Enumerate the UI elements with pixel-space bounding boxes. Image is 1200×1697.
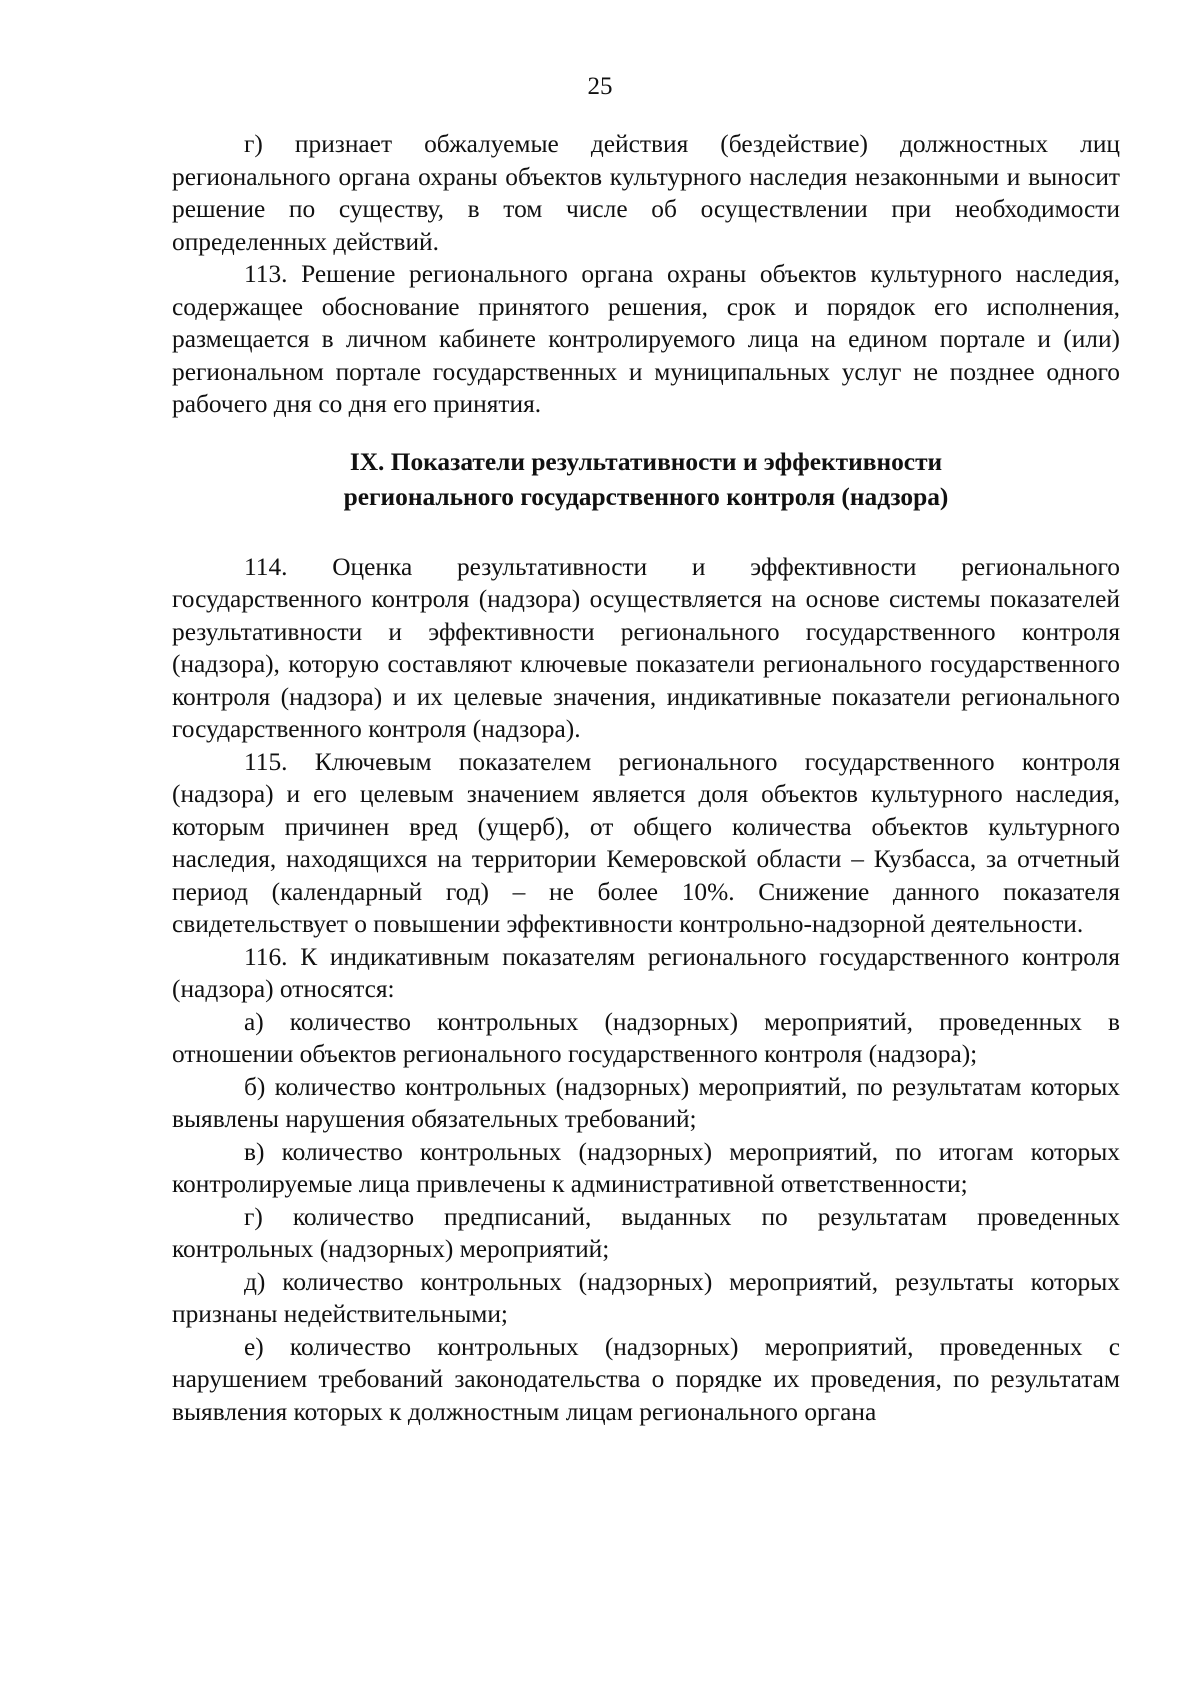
- section-heading: [172, 445, 1120, 515]
- section-heading-line-1: IX. Показатели результативности и эффективности: [349, 447, 943, 476]
- list-item-b: б) количество контрольных (надзорных) мероприятий, по результатам которых выявлены нарушения обязательных требований;: [172, 1072, 1120, 1133]
- section-heading-line-2: регионального государственного контроля (надзора): [343, 482, 949, 511]
- paragraph-115: 115. Ключевым показателем регионального государственного контроля (надзора) и его целевым значением является доля объектов культурного наследия, которым причинен вред (ущерб), от общего количества объектов культурного наследия, находящихся на территории Кемеровской области – Кузбасса, за отчетный период (календарный год) – не более 10%. Снижение данного показателя свидетельствует о повышении эффективности контрольно-надзорной деятельности.: [172, 747, 1120, 938]
- document-body: [172, 128, 1120, 1428]
- page-number: 25: [587, 73, 613, 100]
- paragraph-114: 114. Оценка результативности и эффективности регионального государственного контроля (надзора) осуществляется на основе системы показателей результативности и эффективности регионального государственного контроля (надзора), которую составляют ключевые показатели регионального государственного контроля (надзора) и их целевые значения, индикативные показатели регионального государственного контроля (надзора).: [172, 552, 1120, 743]
- list-item-e: е) количество контрольных (надзорных) мероприятий, проведенных с нарушением требований законодательства о порядке их проведения, по результатам выявления которых к должностным лицам регионального органа: [172, 1332, 1120, 1426]
- list-item-a: а) количество контрольных (надзорных) мероприятий, проведенных в отношении объектов регионального государственного контроля (надзора);: [172, 1007, 1120, 1068]
- paragraph-113: 113. Решение регионального органа охраны объектов культурного наследия, содержащее обоснование принятого решения, срок и порядок его исполнения, размещается в личном кабинете контролируемого лица на едином портале и (или) региональном портале государственных и муниципальных услуг не позднее одного рабочего дня со дня его принятия.: [172, 260, 1120, 418]
- list-item-d: д) количество контрольных (надзорных) мероприятий, результаты которых признаны недействительными;: [172, 1267, 1120, 1328]
- paragraph-item-g: г) признает обжалуемые действия (бездействие) должностных лиц регионального органа охраны объектов культурного наследия незаконными и выносит решение по существу, в том числе об осуществлении при необходимости определенных действий.: [172, 130, 1120, 256]
- list-item-v: в) количество контрольных (надзорных) мероприятий, по итогам которых контролируемые лица привлечены к административной ответственности;: [172, 1137, 1120, 1198]
- list-item-g: г) количество предписаний, выданных по результатам проведенных контрольных (надзорных) мероприятий;: [172, 1202, 1120, 1263]
- paragraph-116: 116. К индикативным показателям регионального государственного контроля (надзора) относятся:: [172, 942, 1120, 1003]
